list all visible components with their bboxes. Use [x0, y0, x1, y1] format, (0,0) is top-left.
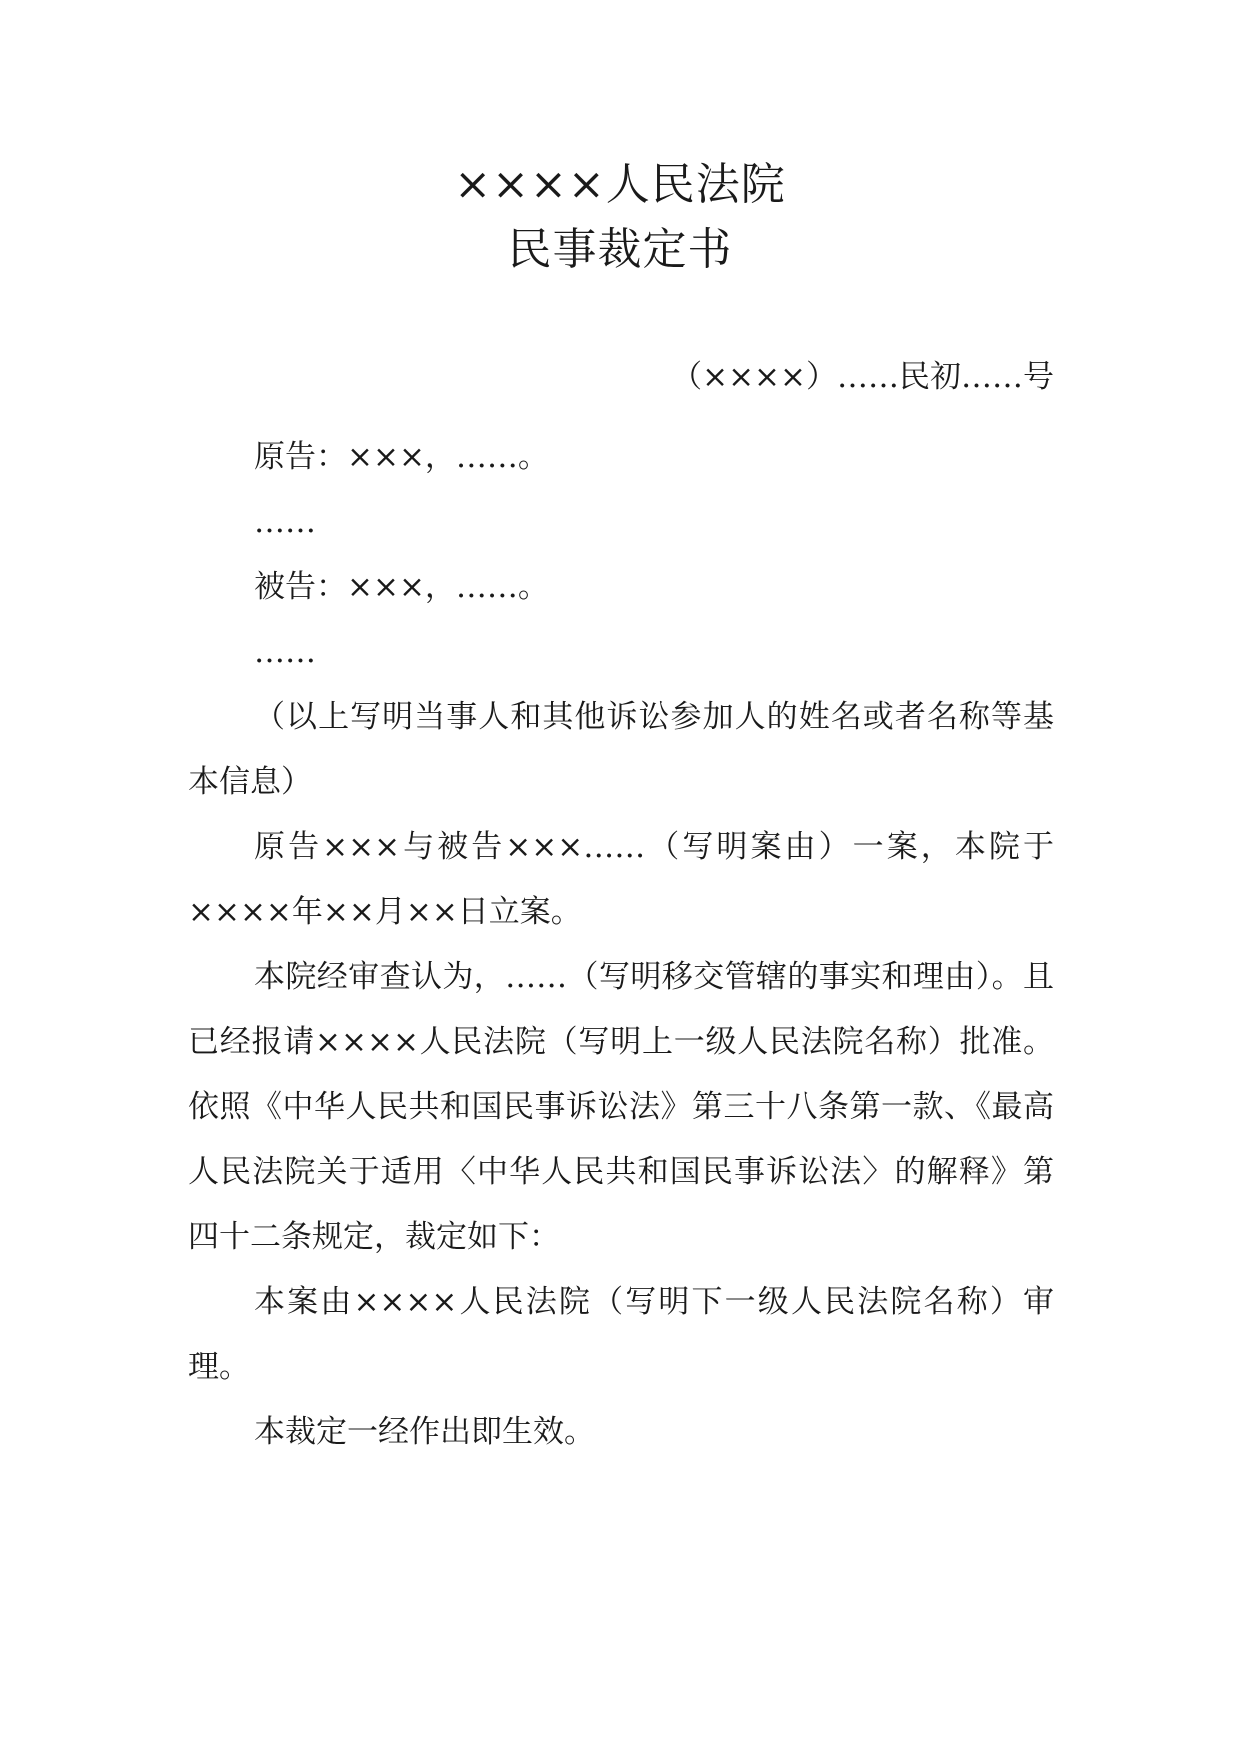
case-number: （××××）……民初……号	[671, 359, 1054, 395]
ellipsis-line: ……	[254, 634, 316, 670]
party-info-note: （以上写明当事人和其他诉讼参加人的姓名或者名称等基本信息）	[188, 699, 1054, 800]
effectiveness-paragraph: 本裁定一经作出即生效。	[254, 1414, 595, 1450]
plaintiff-line: 原告：×××，……。	[254, 439, 549, 475]
document-type-heading: 民事裁定书	[507, 224, 733, 275]
ellipsis-line: ……	[254, 504, 316, 540]
review-reasoning-paragraph: 本院经审查认为，……（写明移交管辖的事实和理由）。且已经报请××××人民法院（写明上一级人民法院名称）批准。依照《中华人民共和国民事诉讼法》第三十八条第一款、《最高人民法院关于适用〈中华人民共和国民事诉讼法〉的解释》第四十二条规定，裁定如下：	[188, 959, 1054, 1255]
court-name-heading: ××××人民法院	[454, 159, 786, 210]
defendant-line: 被告：×××，……。	[254, 569, 549, 605]
document-body	[188, 425, 1054, 1465]
ruling-paragraph: 本案由××××人民法院（写明下一级人民法院名称）审理。	[188, 1284, 1054, 1385]
case-filing-paragraph: 原告×××与被告×××……（写明案由）一案，本院于××××年××月××日立案。	[188, 829, 1054, 930]
